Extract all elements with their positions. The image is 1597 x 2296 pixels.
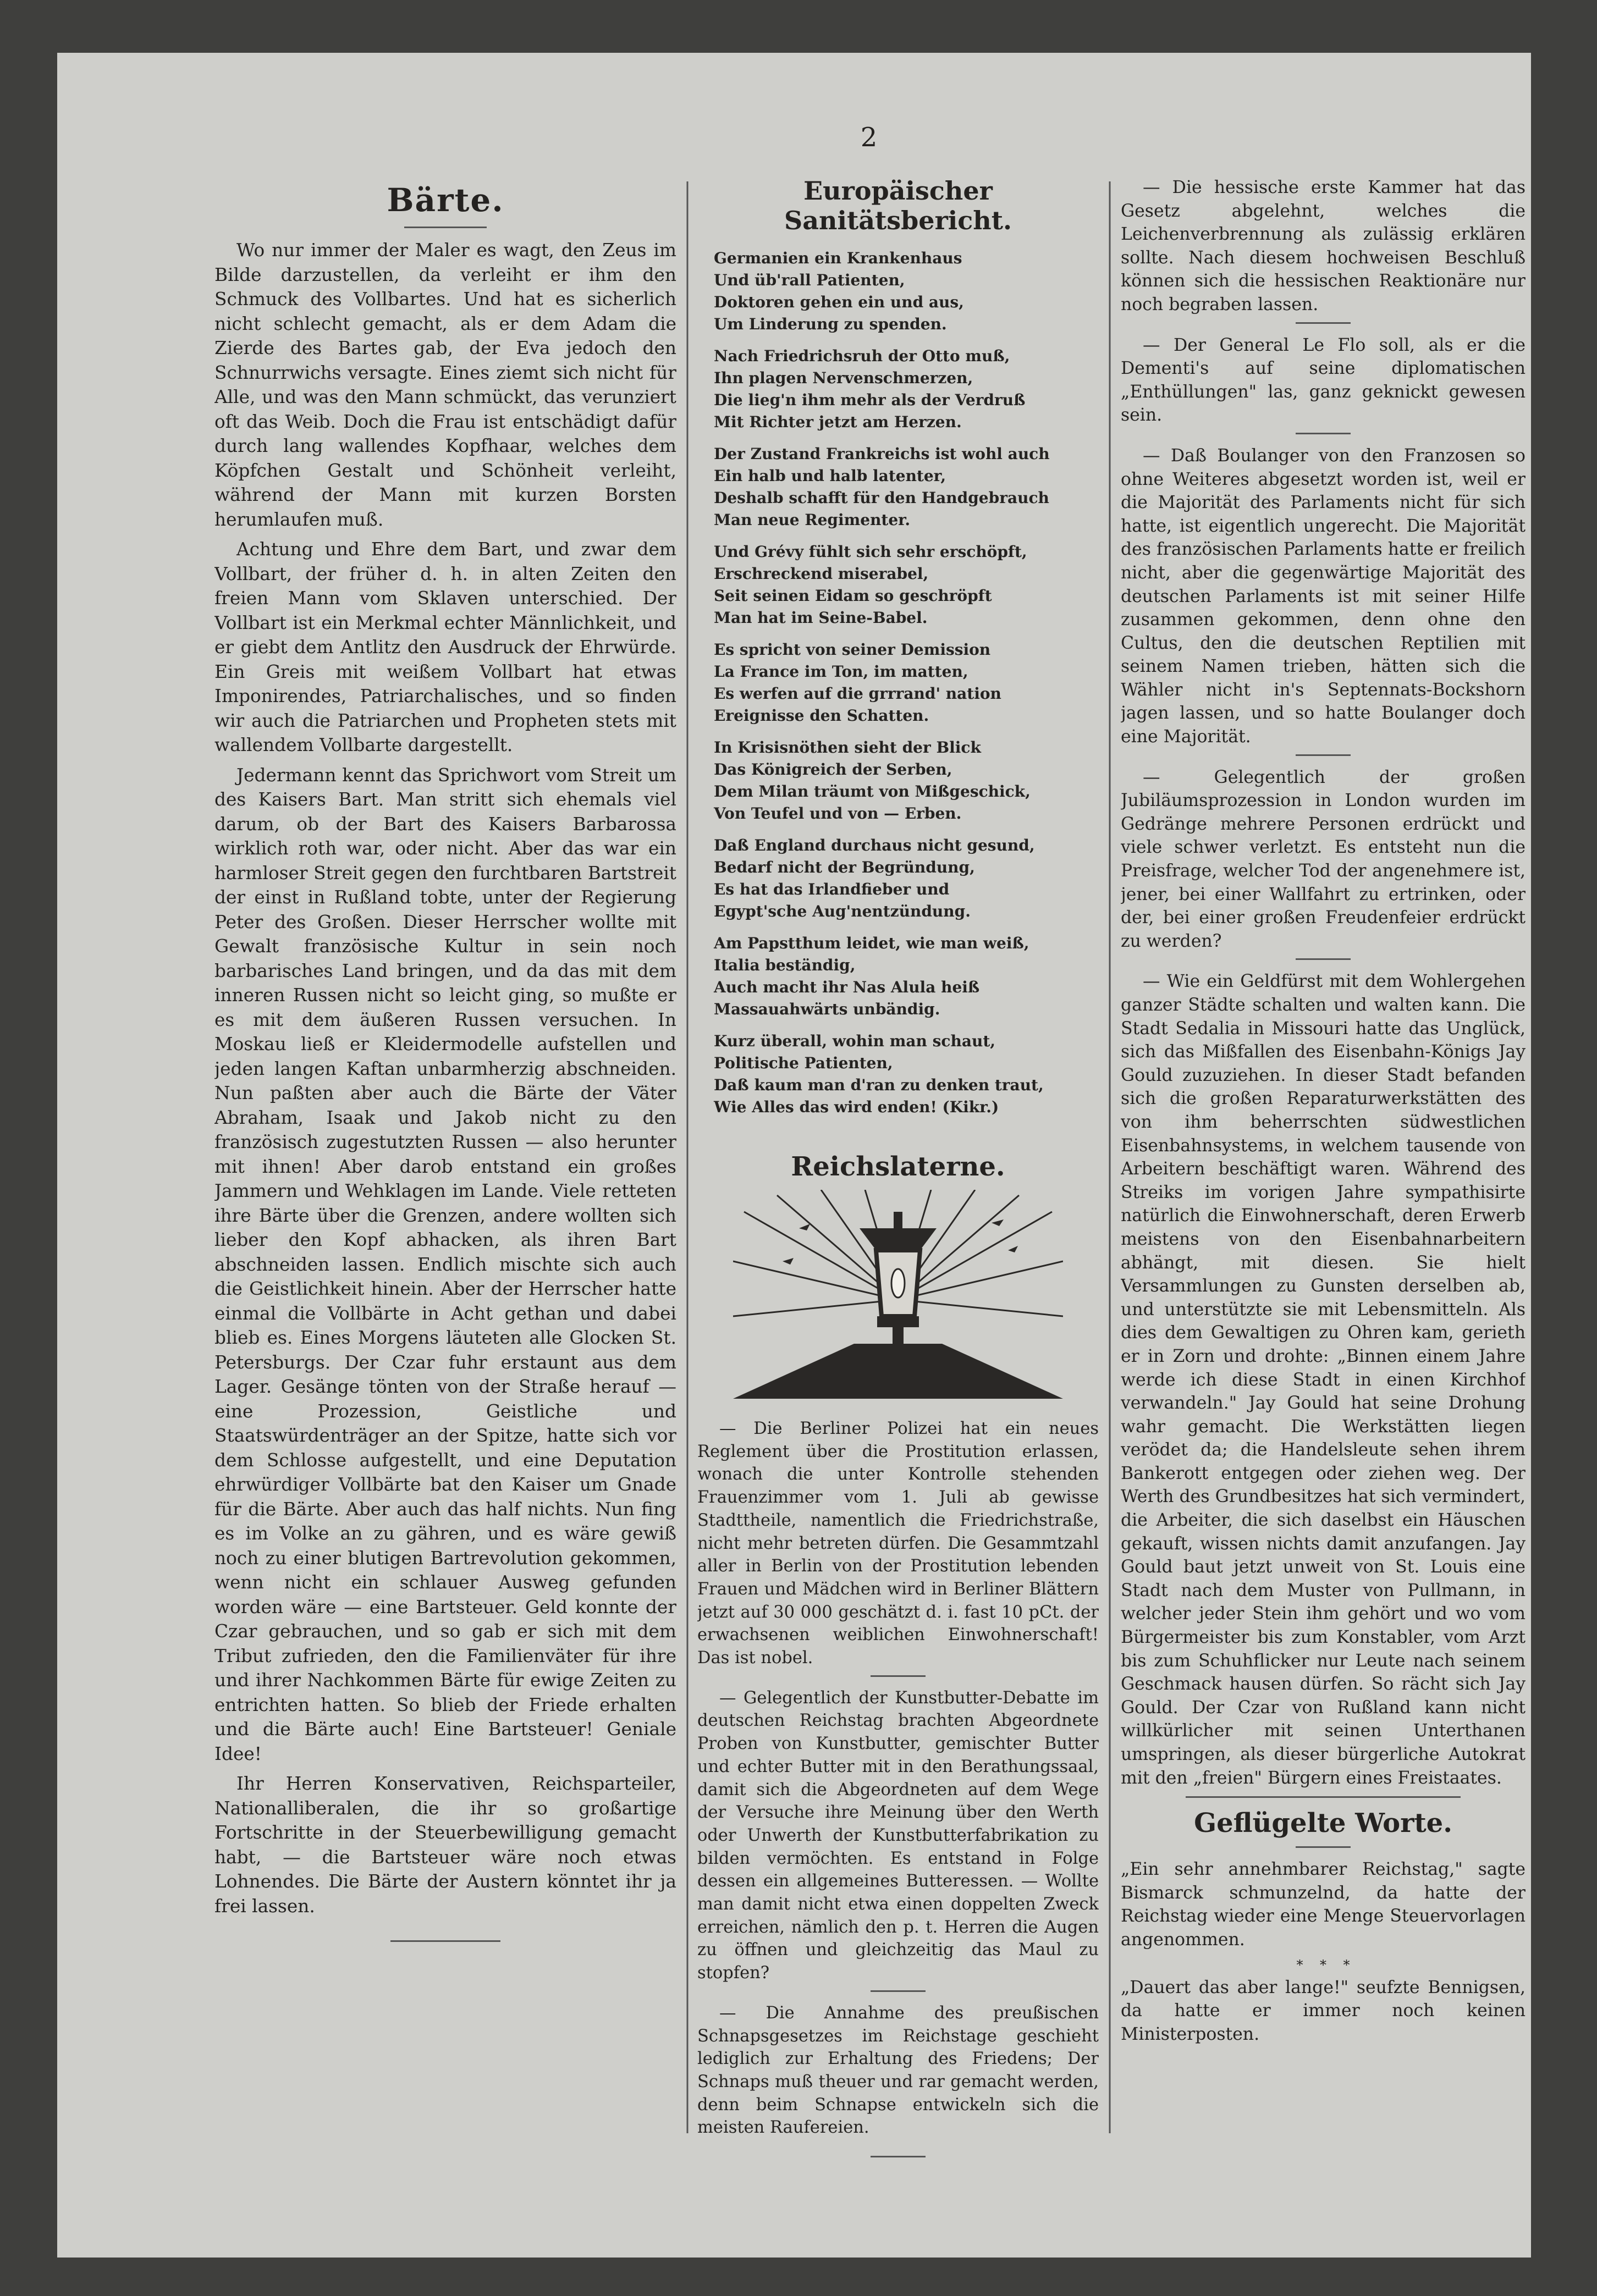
article-paragraph: Achtung und Ehre dem Bart, und zwar dem Vollbart, der früher d. h. in alten Zeiten den freien Mann vom Sklaven unterschied. Der Vollbart ist ein Merkmal echter Männlichkeit, und er giebt dem Antlitz den Ausdruck der Ehrwürde. Ein Greis mit weißem Vollbart hat etwas Imponirendes, Patriarchalisches, und so finden wir auch die Patriarchen und Propheten stets mit wallendem Vollbarte dargestellt. — [214, 539, 676, 755]
section-title-gefluegelte-worte: Geflügelte Worte. — [1194, 1808, 1452, 1839]
lantern-illustration — [733, 1190, 1063, 1399]
divider — [871, 1675, 926, 1677]
page-number: 2 — [860, 122, 878, 153]
article-paragraph: — Die Annahme des preußischen Schnapsgesetzes im Reichstage geschieht lediglich zur Erhaltung des Friedens; Der Schnaps muß theuer und rar gemacht werden, denn beim Schnapse entwickeln sich die meisten Raufereien. — [697, 2003, 1099, 2138]
divider — [390, 1940, 500, 1942]
column-middle — [697, 176, 1099, 2210]
divider — [1296, 433, 1351, 434]
divider — [1296, 754, 1351, 756]
article-title-baerte: Bärte. — [387, 181, 504, 219]
poem-stanza: Nach Friedrichsruh der Otto muß, Ihn plagen Nervenschmerzen, Die lieg'n ihm mehr als der Verdruß Mit Richter jetzt am Herzen. — [714, 347, 1026, 431]
column-left — [214, 176, 676, 2122]
poem-stanza: In Krisisnöthen sieht der Blick Das Königreich der Serben, Dem Milan träumt von Mißgeschick, Von Teufel und von — Erben. — [714, 738, 1031, 823]
article-paragraph: — Wie ein Geldfürst mit dem Wohlergehen ganzer Städte schalten und walten kann. Die Stadt Sedalia in Missouri hatte das Unglück, sich das Mißfallen des Eisenbahn-Königs Jay Gould zuzuziehen. In dieser Stadt befanden sich die großen Reparaturwerkstätten des von ihm beherrschten südwestlichen Eisenbahnsystems, in welchem tausende von Arbeitern beschäftigt waren. Während des Streiks im vorigen Jahre sympathisirte natürlich die Einwohnerschaft, deren Erwerb meistens von den Eisenbahnarbeitern abhängt, mit diesen. Sie hielt Versammlungen zu Gunsten derselben ab, und unterstützte sie mit Lebensmitteln. Als dies dem Gewaltigen zu Ohren kam, gerieth er in Zorn und drohte: „Binnen einem Jahre werde ich diese Stadt in einen Kirchhof verwandeln." Jay Gould hat seine Drohung wahr gemacht. Die Werkstätten liegen verödet da; die Handelsleute sehen ihrem Bankerott entgegen oder ziehen weg. Der Werth des Grundbesitzes hat sich vermindert, die Arbeiter, die sich daselbst ein Häuschen gekauft, wissen nichts damit anzufangen. Jay Gould baut jetzt unweit von St. Louis eine Stadt nach dem Muster von Pullmann, in welcher jeder Stein ihm gehört und wo vom Bürgermeister bis zum Konstabler, vom Arzt bis zum Schuhflicker nur Leute nach seinem Geschmack hausen dürfen. So rächt sich Jay Gould. Der Czar von Rußland kann nicht willkürlicher mit seinen Unterthanen umspringen, als dieser bürgerliche Autokrat mit den „freien" Bürgern eines Freistaates. — [1121, 972, 1526, 1788]
poem-stanza: Es spricht von seiner Demission La France im Ton, im matten, Es werfen auf die grrrand' nation Ereignisse den Schatten. — [714, 641, 1001, 725]
poem-stanza: Am Papstthum leidet, wie man weiß, Italia beständig, Auch macht ihr Nas Alula heiß Massauahwärts unbändig. — [714, 934, 1029, 1018]
article-paragraph: — Gelegentlich der Kunstbutter-Debatte im deutschen Reichstag brachten Abgeordnete Proben von Kunstbutter, gemischter Butter und echter Butter mit in den Berathungssaal, damit sich die Abgeordneten auf dem Wege der Versuche ihre Meinung über den Werth oder Unwerth der Kunstbutterfabrikation zu bilden vermöchten. Es entstand in Folge dessen ein allgemeines Butteressen. — Wollte man damit nicht etwa einen doppelten Zweck erreichen, nämlich den p. t. Herren die Augen zu öffnen und gleichzeitig das Maul zu stopfen? — [697, 1688, 1099, 1983]
divider — [1296, 958, 1351, 960]
article-paragraph: Ihr Herren Konservativen, Reichsparteiler, Nationalliberalen, die ihr so großartige Fortschritte in der Steuerbewilligung gemacht habt, — die Bartsteuer wäre noch etwas Lohnendes. Die Bärte der Austern könntet ihr ja frei lassen. — [214, 1773, 676, 1917]
article-paragraph: Jedermann kennt das Sprichwort vom Streit um des Kaisers Bart. Man stritt sich ehemals viel darum, ob der Bart des Kaisers Barbarossa wirklich roth war, oder nicht. Aber das war ein harmloser Streit gegen den furchtbaren Bartstreit der einst in Rußland tobte, unter der Regierung Peter des Großen. Dieser Herrscher wollte mit Gewalt französische Kultur in sein noch barbarisches Land bringen, und da das mit dem inneren Russen nicht so leicht ging, so mußte er es mit dem äußeren Russen versuchen. In Moskau ließ er Kleidermodelle aufstellen und jeden langen Kaftan unbarmherzig abschneiden. Nun paßten aber auch die Bärte der Väter Abraham, Isaak und Jakob nicht zu den französisch zugestutzten Russen — also herunter mit ihnen! Aber darob entstand ein großes Jammern und Wehklagen im Lande. Viele retteten ihre Bärte über die Grenzen, andere wollten sich lieber den Kopf abhacken, als ihren Bart abschneiden lassen. Endlich mischte sich auch die Geistlichkeit hinein. Aber der Herrscher hatte einmal die Vollbärte in Acht gethan und dabei blieb es. Eines Morgens läuteten alle Glocken St. Petersburgs. Der Czar fuhr erstaunt aus dem Lager. Gesänge tönten von der Straße herauf — eine Prozession, Geistliche und Staatswürdenträger an der Spitze, hatte sich vor dem Schlosse aufgestellt, und eine Deputation ehrwürdiger Vollbärte bat den Kaiser um Gnade für die Bärte. Aber auch das half nichts. Nun fing es im Volke an zu gähren, und es wäre gewiß noch zu einer blutigen Bartrevolution gekommen, wenn nicht ein schlauer Ausweg gefunden worden wäre — eine Bartsteuer. Geld konnte der Czar gebrauchen, und so gab er sich mit dem Tribut zufrieden, den die Familienväter für ihre und ihrer Nachkommen Bärte für ewige Zeiten zu entrichten hatten. So blieb der Friede erhalten und die Bärte auch! Eine Bartsteuer! Geniale Idee! — [214, 764, 676, 1764]
poem-stanza: Germanien ein Krankenhaus Und üb'rall Patienten, Doktoren gehen ein und aus, Um Linderung zu spenden. — [714, 249, 964, 333]
divider — [1296, 322, 1351, 324]
poem-title: Europäischer Sanitätsbericht. — [784, 176, 1012, 235]
article-paragraph: — Gelegentlich der großen Jubiläumsprozession in London wurden im Gedränge mehrere Personen erdrückt und viele schwer verletzt. Es entsteht nun die Preisfrage, welcher Tod der angenehmere ist, jener, bei einer Wallfahrt zu ertrinken, oder der, bei einer großen Freudenfeier erdrückt zu werden? — [1121, 767, 1526, 951]
asterism-icon: * * * — [1296, 1957, 1350, 1973]
quote: „Ein sehr annehmbarer Reichstag," sagte Bismarck schmunzelnd, da hatte der Reichstag wieder eine Menge Steuervorlagen angenommen. — [1121, 1859, 1526, 1950]
divider — [404, 227, 487, 228]
poem-stanza: Der Zustand Frankreichs ist wohl auch Ein halb und halb latenter, Deshalb schafft für den Handgebrauch Man neue Regimenter. — [714, 445, 1050, 529]
poem-stanza: Daß England durchaus nicht gesund, Bedarf nicht der Begründung, Es hat das Irlandfieber und Egypt'sche Aug'nentzündung. — [714, 836, 1035, 920]
poem-stanza: Und Grévy fühlt sich sehr erschöpft, Erschreckend miserabel, Seit seinen Eidam so geschröpft Man hat im Seine-Babel. — [714, 543, 1027, 627]
article-paragraph: — Der General Le Flo soll, als er die Dementi's auf seine diplomatischen „Enthüllungen" las, ganz geknickt gewesen sein. — [1121, 335, 1526, 426]
poem-stanza: Kurz überall, wohin man schaut, Politische Patienten, Daß kaum man d'ran zu denken traut, Wie Alles das wird enden! (Kikr.) — [714, 1032, 1044, 1116]
section-title-reichslaterne: Reichslaterne. — [791, 1151, 1005, 1182]
divider — [871, 1990, 926, 1992]
divider — [1186, 1796, 1461, 1798]
column-right — [1121, 176, 1526, 2172]
divider — [1296, 1846, 1351, 1848]
article-paragraph: — Die Berliner Polizei hat ein neues Reglement über die Prostitution erlassen, wonach die unter Kontrolle stehenden Frauenzimmer vom 1. Juli ab gewisse Stadttheile, namentlich die Friedrichstraße, nicht mehr betreten dürfen. Die Gesammtzahl aller in Berlin von der Prostitution lebenden Frauen und Mädchen wird in Berliner Blättern jetzt auf 30 000 geschätzt d. i. fast 10 pCt. der erwachsenen weiblichen Einwohnerschaft! Das ist nobel. — [697, 1419, 1099, 1668]
divider — [871, 2156, 926, 2157]
article-paragraph: — Die hessische erste Kammer hat das Gesetz abgelehnt, welches die Leichenverbrennung als zulässig erklären sollte. Nach diesem hochweisen Beschluß können sich die hessischen Reaktionäre nur noch begraben lassen. — [1121, 178, 1526, 314]
article-paragraph: — Daß Boulanger von den Franzosen so ohne Weiteres abgesetzt worden ist, weil er die Majorität des Parlaments nicht für sich hatte, ist eigentlich ungerecht. Die Majorität des französischen Parlaments hatte er freilich nicht, aber die gegenwärtige Majorität des deutschen Parlaments ist mit seiner Hilfe zusammen gekommen, denn ohne den Cultus, den die deutschen Reptilien mit seinem Namen trieben, hätten sich die Wähler nicht in's Septennats-Bockshorn jagen lassen, und so hatte Boulanger doch eine Majorität. — [1121, 445, 1526, 747]
article-paragraph: Wo nur immer der Maler es wagt, den Zeus im Bilde darzustellen, da verleiht er ihm den Schmuck des Vollbartes. Und hat es sicherlich nicht schlecht gemacht, als er dem Adam die Zierde des Bartes gab, der Eva jedoch den Schnurrwichs versagte. Eines ziemt sich nicht für Alle, und was den Mann schmückt, das verunziert oft das Weib. Doch die Frau ist entschädigt dafür durch lang wallendes Kopfhaar, welches dem Köpfchen Gestalt und Schönheit verleiht, während der Mann mit kurzen Borsten herumlaufen muß. — [214, 240, 676, 530]
quote: „Dauert das aber lange!" seufzte Bennigsen, da hatte er immer noch keinen Ministerposten. — [1121, 1977, 1526, 2044]
